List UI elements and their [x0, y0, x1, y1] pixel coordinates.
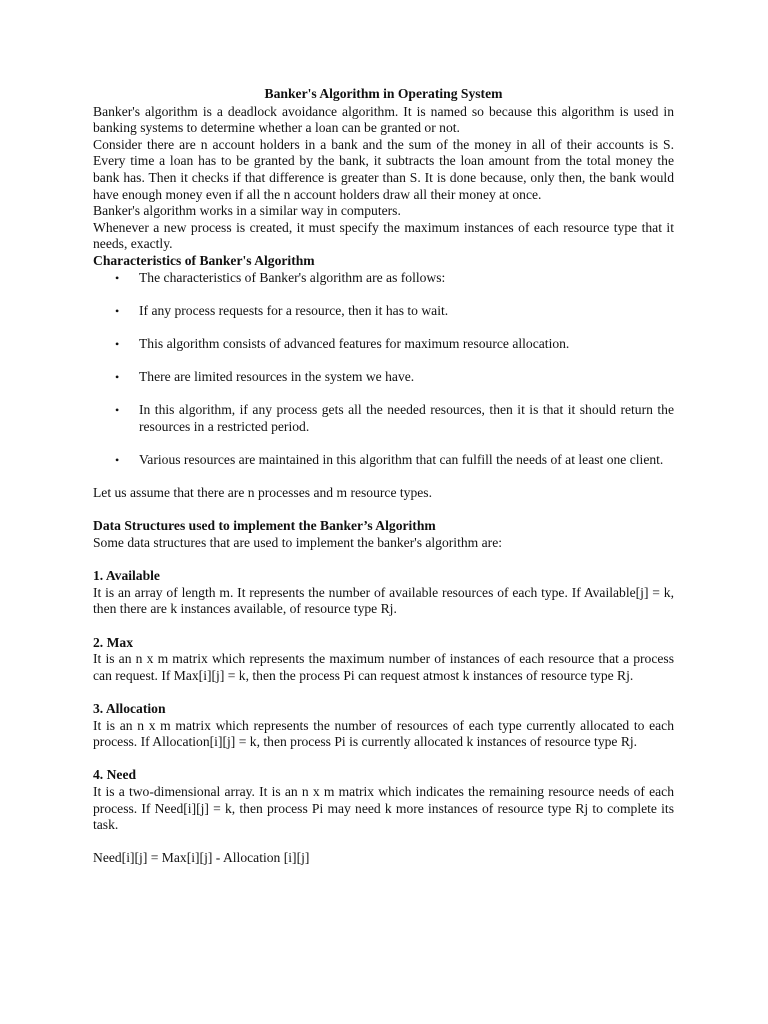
list-item-text: The characteristics of Banker's algorithm are as follows:	[139, 269, 446, 285]
intro-paragraph-2: Consider there are n account holders in a bank and the sum of the money in all of their accounts is S. Every time a loan has to be granted by the bank, it subtracts the loan amount from the total money the bank has. Then it checks if that difference is greater than S. It is done because, only then, the bank would have enough money even if all the n account holders draw all their money at once.	[93, 136, 674, 202]
data-structures-heading: Data Structures used to implement the Banker’s Algorithm	[93, 518, 436, 534]
document-title: Banker's Algorithm in Operating System	[264, 86, 503, 101]
available-text: It is an array of length m. It represents the number of available resources of each type. If Available[j] = k, then there are k instances available, of resource type Rj.	[93, 584, 674, 617]
list-item	[93, 402, 674, 435]
available-heading: 1. Available	[93, 568, 160, 584]
max-heading: 2. Max	[93, 634, 134, 650]
spacer	[93, 751, 674, 768]
list-item	[93, 270, 674, 287]
need-heading: 4. Need	[93, 767, 137, 783]
intro-paragraph-4: Whenever a new process is created, it must specify the maximum instances of each resource type that it needs, exactly.	[93, 219, 674, 252]
bullet-icon: •	[115, 270, 120, 285]
list-item-text: This algorithm consists of advanced features for maximum resource allocation.	[139, 335, 570, 351]
bullet-icon: •	[115, 453, 120, 468]
list-item	[93, 303, 674, 320]
data-structures-intro: Some data structures that are used to implement the banker's algorithm are:	[93, 535, 503, 551]
need-text: It is a two-dimensional array. It is an n x m matrix which indicates the remaining resource needs of each process. If Need[i][j] = k, then process Pi may need k more instances of resource type Rj to complete its task.	[93, 783, 674, 833]
allocation-heading: 3. Allocation	[93, 700, 166, 716]
list-item-text: Various resources are maintained in this algorithm that can fulfill the needs of at least one client.	[139, 452, 664, 468]
spacer	[93, 834, 674, 851]
characteristics-heading: Characteristics of Banker's Algorithm	[93, 252, 315, 268]
spacer	[93, 502, 674, 519]
spacer	[93, 552, 674, 569]
list-item-text: In this algorithm, if any process gets all the needed resources, then it is that it should return the resources in a restricted period.	[139, 402, 674, 434]
intro-paragraph-3: Banker's algorithm works in a similar way in computers.	[93, 203, 401, 219]
assumption-paragraph: Let us assume that there are n processes and m resource types.	[93, 485, 432, 501]
list-item	[93, 336, 674, 353]
spacer	[93, 618, 674, 635]
allocation-text: It is an n x m matrix which represents the number of resources of each type currently allocated to each process. If Allocation[i][j] = k, then process Pi is currently allocated k instances of resource type Rj.	[93, 717, 674, 750]
bullet-icon: •	[115, 403, 120, 418]
document-body	[93, 86, 674, 867]
bullet-icon: •	[115, 303, 120, 318]
spacer	[93, 684, 674, 701]
list-item-text: If any process requests for a resource, then it has to wait.	[139, 302, 449, 318]
intro-paragraph-1: Banker's algorithm is a deadlock avoidance algorithm. It is named so because this algorithm is used in banking systems to determine whether a loan can be granted or not.	[93, 103, 674, 136]
bullet-icon: •	[115, 336, 120, 351]
need-formula: Need[i][j] = Max[i][j] - Allocation [i][j]	[93, 850, 310, 866]
bullet-icon: •	[115, 370, 120, 385]
list-item	[93, 452, 674, 469]
characteristics-list	[93, 270, 674, 469]
list-item-text: There are limited resources in the system we have.	[139, 369, 415, 385]
list-item	[93, 369, 674, 386]
max-text: It is an n x m matrix which represents the maximum number of instances of each resource that a process can request. If Max[i][j] = k, then the process Pi can request atmost k instances of resource type Rj.	[93, 651, 674, 683]
